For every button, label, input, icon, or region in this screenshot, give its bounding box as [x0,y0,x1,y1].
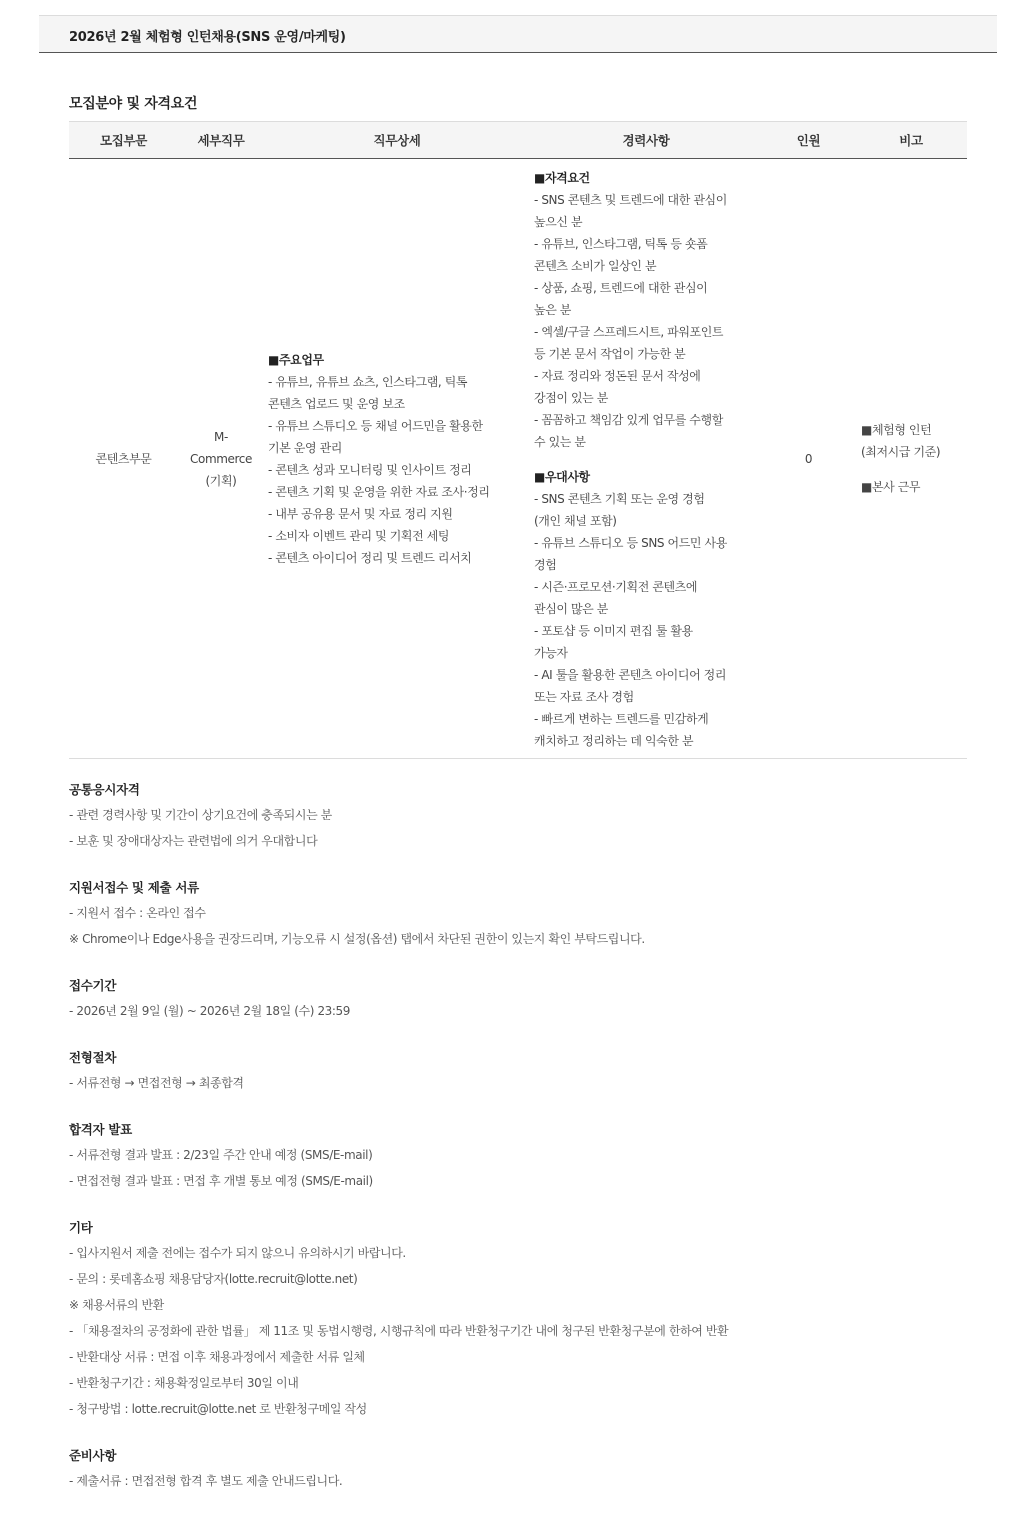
headcount-cell: 0 [762,159,855,759]
preference-line: 가능자 [534,646,568,660]
job-line: Commerce [190,451,252,466]
duty-line: 기본 운영 관리 [268,440,342,455]
section-line: - 보훈 및 장애대상자는 관련법에 의거 우대합니다 [69,834,318,848]
section-etc [69,1216,969,1422]
column-header: 직무상세 [264,122,530,159]
section-line: ※ 채용서류의 반환 [69,1298,164,1312]
section-line: ※ Chrome이나 Edge사용을 권장드리며, 기능오류 시 설정(옵션) 탭에서 차단된 권한이 있는지 확인 부탁드립니다. [69,932,645,946]
note-line: ■본사 근무 [861,480,921,494]
section-line: - 면접전형 결과 발표 : 면접 후 개별 통보 예정 (SMS/E-mail) [69,1174,373,1188]
qualification-line: - 엑셀/구글 스프레드시트, 파워포인트 [534,325,724,339]
column-header: 인원 [762,122,855,159]
qualification-line: - 꼼꼼하고 책임감 있게 업무를 수행할 [534,413,723,427]
section-title: 기타 [69,1220,93,1235]
preference-line: - 포토샵 등 이미지 편집 툴 활용 [534,624,693,638]
section-line: - 입사지원서 제출 전에는 접수가 되지 않으니 유의하시기 바랍니다. [69,1246,406,1260]
note-cell [855,159,967,759]
section-announcement [69,1118,969,1194]
column-header: 모집부문 [69,122,178,159]
preference-line: - AI 툴을 활용한 콘텐츠 아이디어 정리 [534,668,727,682]
section-application-period [69,974,969,1024]
preference-title: ■우대사항 [534,470,590,484]
preference-line: - 시즌·프로모션·기획전 콘텐츠에 [534,580,698,594]
job-line: M- [214,429,228,444]
section-heading-recruitment: 모집분야 및 자격요건 [69,96,198,112]
section-application [69,876,969,952]
qualification-line: 수 있는 분 [534,435,586,449]
section-title: 합격자 발표 [69,1122,132,1137]
qualification-title: ■자격요건 [534,171,590,185]
section-line: - 제출서류 : 면접전형 합격 후 별도 제출 안내드립니다. [69,1474,343,1488]
duty-title: ■주요업무 [268,352,324,367]
duty-cell [264,159,530,759]
section-title: 공통응시자격 [69,782,140,797]
section-line: - 문의 : 롯데홈쇼핑 채용담당자(lotte.recruit@lotte.net) [69,1272,358,1286]
column-header: 경력사항 [530,122,762,159]
job-cell [178,159,264,759]
section-preparation [69,1444,969,1494]
column-header: 비고 [855,122,967,159]
qualification-line: - SNS 콘텐츠 및 트렌드에 대한 관심이 [534,193,727,207]
section-line: - 서류전형 결과 발표 : 2/23일 주간 안내 예정 (SMS/E-mail) [69,1148,373,1162]
preference-line: 관심이 많은 분 [534,602,608,616]
job-line: (기획) [205,473,237,488]
preference-line: (개인 채널 포함) [534,514,617,528]
note-line: ■체험형 인턴 [861,423,932,437]
section-line: - 2026년 2월 9일 (월) ~ 2026년 2월 18일 (수) 23:59 [69,1004,351,1018]
section-line: - 반환대상 서류 : 면접 이후 채용과정에서 제출한 서류 일체 [69,1350,365,1364]
qualification-line: - 자료 정리와 정돈된 문서 작성에 [534,369,701,383]
spacer [861,463,967,476]
qualification-line: - 상품, 쇼핑, 트렌드에 대한 관심이 [534,281,708,295]
column-header: 세부직무 [178,122,264,159]
preference-line: 경험 [534,558,557,572]
qualification-line: - 유튜브, 인스타그램, 틱톡 등 숏폼 [534,237,708,251]
preference-line: - 유튜브 스튜디오 등 SNS 어드민 사용 [534,536,727,550]
section-line: - 청구방법 : lotte.recruit@lotte.net 로 반환청구메일 작성 [69,1402,367,1416]
preference-line: - 빠르게 변하는 트렌드를 민감하게 [534,712,709,726]
duty-line: - 콘텐츠 성과 모니터링 및 인사이트 정리 [268,462,472,477]
qualification-line: 높은 분 [534,303,571,317]
duty-line: - 유튜브 스튜디오 등 채널 어드민을 활용한 [268,418,483,433]
section-line: - 「채용절차의 공정화에 관한 법률」 제 11조 및 동법시행령, 시행규칙에 따라 반환청구기간 내에 청구된 반환청구분에 한하여 반환 [69,1324,729,1338]
section-line: - 반환청구기간 : 채용확정일로부터 30일 이내 [69,1376,299,1390]
qualification-line: 등 기본 문서 작업이 가능한 분 [534,347,686,361]
section-line: - 서류전형 → 면접전형 → 최종합격 [69,1076,244,1090]
posting-title-bar [39,15,997,53]
table-header-row [69,122,967,159]
spacer [534,453,758,466]
section-selection-process [69,1046,969,1096]
preference-line: 또는 자료 조사 경험 [534,690,634,704]
section-line: - 지원서 접수 : 온라인 접수 [69,906,206,920]
section-title: 전형절차 [69,1050,117,1065]
duty-line: - 소비자 이벤트 관리 및 기획전 세팅 [268,528,450,543]
division-cell: 콘텐츠부문 [69,159,178,759]
qualification-line: 강점이 있는 분 [534,391,608,405]
note-line: (최저시급 기준) [861,445,941,459]
duty-line: - 콘텐츠 아이디어 정리 및 트렌드 리서치 [268,550,472,565]
qualification-line: 높으신 분 [534,215,583,229]
requirements-table [69,121,967,759]
preference-line: 캐치하고 정리하는 데 익숙한 분 [534,734,694,748]
duty-line: 콘텐츠 업로드 및 운영 보조 [268,396,405,411]
table-row [69,159,967,759]
section-title: 접수기간 [69,978,117,993]
duty-line: - 콘텐츠 기획 및 운영을 위한 자료 조사·정리 [268,484,490,499]
section-title: 지원서접수 및 제출 서류 [69,880,199,895]
section-common-qualifications [69,778,969,854]
section-line: - 관련 경력사항 및 기간이 상기요건에 충족되시는 분 [69,808,332,822]
section-title: 준비사항 [69,1448,117,1463]
qualification-line: 콘텐츠 소비가 일상인 분 [534,259,657,273]
preference-line: - SNS 콘텐츠 기획 또는 운영 경험 [534,492,705,506]
duty-line: - 유튜브, 유튜브 쇼츠, 인스타그램, 틱톡 [268,374,468,389]
experience-cell [530,159,762,759]
duty-line: - 내부 공유용 문서 및 자료 정리 지원 [268,506,453,521]
posting-title: 2026년 2월 체험형 인턴채용(SNS 운영/마케팅) [69,30,346,45]
